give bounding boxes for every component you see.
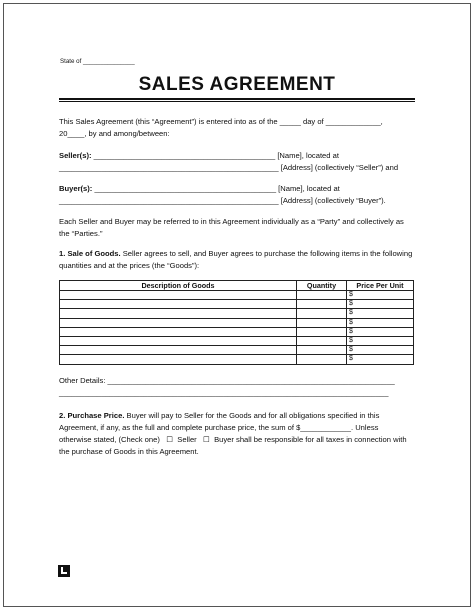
price-cell[interactable]: $ [347,327,414,336]
description-cell[interactable] [60,346,297,355]
document-logo-icon [58,565,70,577]
section-2-line-3 [59,434,407,445]
price-header: Price Per Unit [347,281,414,291]
seller-address-field[interactable]: ____________________________________________________ [Address] (collectively “Seller”) and [59,163,399,172]
quantity-cell[interactable] [297,300,347,309]
price-cell[interactable]: $ [347,291,414,300]
quantity-cell[interactable] [297,346,347,355]
section-1-text: Seller agrees to sell, and Buyer agrees to purchase the following items in the following [120,249,413,258]
table-row [60,327,414,336]
seller-line-1 [59,150,339,161]
intro-line-2: 20____, by and among/between: [59,129,170,138]
parties-line-2: the “Parties.” [59,229,103,238]
price-cell[interactable]: $ [347,336,414,345]
description-cell[interactable] [60,291,297,300]
description-header: Description of Goods [60,281,297,291]
quantity-cell[interactable] [297,355,347,364]
document-title: SALES AGREEMENT [138,74,336,95]
quantity-cell[interactable] [297,336,347,345]
section-1-line-1 [59,248,412,259]
title-rule-thick [59,98,415,100]
other-details-line-1 [59,375,395,386]
table-row [60,309,414,318]
section-2-heading: 2. Purchase Price. [59,411,125,420]
table-row [60,300,414,309]
other-details-label: Other Details: [59,376,106,385]
section-2-line-4: the purchase of Goods in this Agreement. [59,447,199,456]
quantity-header: Quantity [297,281,347,291]
seller-name-field[interactable]: ___________________________________________ [Name], located at [91,151,339,160]
table-row [60,318,414,327]
intro-line-1: This Sales Agreement (this “Agreement”) is entered into as of the _____ day of _____________, [59,117,383,126]
section-1-heading: 1. Sale of Goods. [59,249,121,258]
description-cell[interactable] [60,336,297,345]
description-cell[interactable] [60,300,297,309]
seller-checkbox[interactable]: ☐ [166,435,174,444]
price-cell[interactable]: $ [347,355,414,364]
quantity-cell[interactable] [297,327,347,336]
description-cell[interactable] [60,355,297,364]
section-2-text: Buyer will pay to Seller for the Goods and for all obligations specified in this [124,411,380,420]
parties-line-1: Each Seller and Buyer may be referred to in this Agreement individually as a “Party” and collectively as [59,217,404,226]
title-rule-thin [59,101,415,102]
table-row [60,291,414,300]
buyer-taxes-text: Buyer shall be responsible for all taxes in connection with [214,435,407,444]
price-cell[interactable]: $ [347,300,414,309]
section-2-line-1 [59,410,379,421]
table-row [60,355,414,364]
quantity-cell[interactable] [297,291,347,300]
buyer-name-field[interactable]: ___________________________________________ [Name], located at [92,184,340,193]
buyer-line-1 [59,183,340,194]
other-details-field[interactable]: ____________________________________________________________________ [105,376,395,385]
description-cell[interactable] [60,318,297,327]
table-row [60,346,414,355]
buyer-checkbox[interactable]: ☐ [203,435,210,444]
table-row [60,336,414,345]
seller-checkbox-label: Seller [177,435,197,444]
quantity-cell[interactable] [297,318,347,327]
price-cell[interactable]: $ [347,346,414,355]
section-1-line-2: quantities and at the prices (the “Goods”): [59,261,200,270]
quantity-cell[interactable] [297,309,347,318]
buyer-address-field[interactable]: ____________________________________________________ [Address] (collectively “Buyer”). [59,196,386,205]
section-2-line-2: Agreement, if any, as the full and complete purchase price, the sum of $____________. Unless [59,423,379,432]
goods-table [59,280,414,365]
other-details-field-2[interactable]: ______________________________________________________________________________ [59,388,389,397]
description-cell[interactable] [60,309,297,318]
state-line: State of _______________ [60,58,135,65]
price-cell[interactable]: $ [347,318,414,327]
price-cell[interactable]: $ [347,309,414,318]
buyer-label: Buyer(s): [59,184,93,193]
goods-table-header [60,281,414,291]
seller-label: Seller(s): [59,151,92,160]
check-one-text: otherwise stated, (Check one) [59,435,160,444]
description-cell[interactable] [60,327,297,336]
